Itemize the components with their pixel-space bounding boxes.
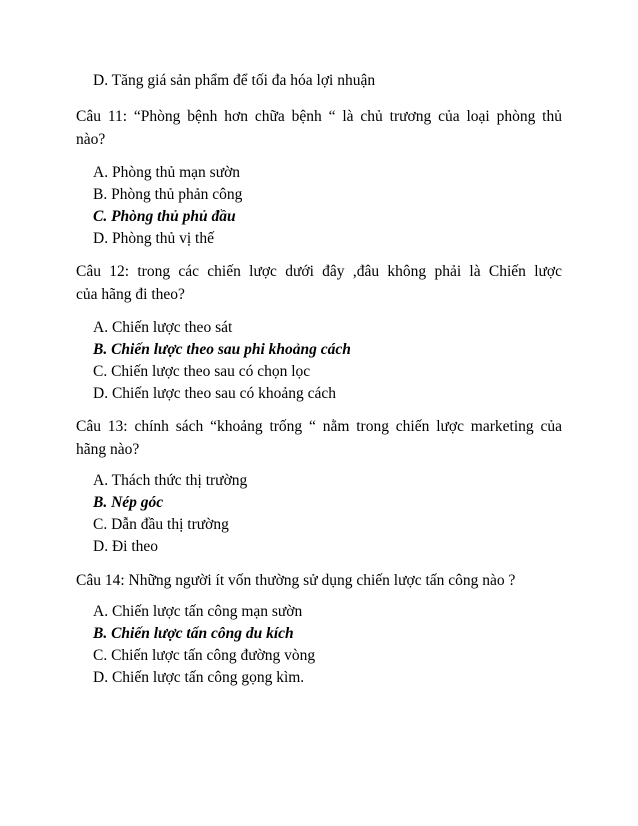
question-12-stem-line1: Câu 12: trong các chiến lược dưới đây ,đâu không phải là Chiến lược (76, 263, 562, 280)
question-14-option-a: A. Chiến lược tấn công mạn sườn (93, 603, 303, 620)
question-13-option-c: C. Dẫn đầu thị trường (93, 516, 229, 533)
question-12-option-b-answer: B. Chiến lược theo sau phi khoảng cách (93, 341, 351, 358)
question-13-option-d: D. Đi theo (93, 538, 159, 555)
question-12-stem-line2: của hãng đi theo? (76, 286, 185, 303)
question-13-option-a: A. Thách thức thị trường (93, 472, 248, 489)
question-11-stem-line1: Câu 11: “Phòng bệnh hơn chữa bệnh “ là chủ trương của loại phòng thủ (76, 108, 562, 125)
question-13-stem-line1: Câu 13: chính sách “khoảng trống “ nằm trong chiến lược marketing của (76, 418, 562, 435)
question-11-stem-line2: nào? (76, 131, 106, 148)
option-d-previous: D. Tăng giá sản phẩm để tối đa hóa lợi nhuận (93, 72, 376, 89)
question-13-option-b-answer: B. Nép góc (93, 494, 164, 511)
question-14-option-c: C. Chiến lược tấn công đường vòng (93, 647, 316, 664)
question-12-option-d: D. Chiến lược theo sau có khoảng cách (93, 385, 336, 402)
question-13-stem-line2: hãng nào? (76, 441, 140, 458)
question-11-option-b: B. Phòng thủ phản công (93, 186, 243, 203)
question-12-option-a: A. Chiến lược theo sát (93, 319, 233, 336)
question-12-option-c: C. Chiến lược theo sau có chọn lọc (93, 363, 311, 380)
question-14-option-b-answer: B. Chiến lược tấn công du kích (93, 625, 294, 642)
question-14-stem: Câu 14: Những người ít vốn thường sử dụng chiến lược tấn công nào ? (76, 572, 516, 589)
question-11-option-d: D. Phòng thủ vị thế (93, 230, 214, 247)
question-11-option-c-answer: C. Phòng thủ phủ đầu (93, 208, 236, 225)
question-11-option-a: A. Phòng thủ mạn sườn (93, 164, 241, 181)
question-14-option-d: D. Chiến lược tấn công gọng kìm. (93, 669, 305, 686)
